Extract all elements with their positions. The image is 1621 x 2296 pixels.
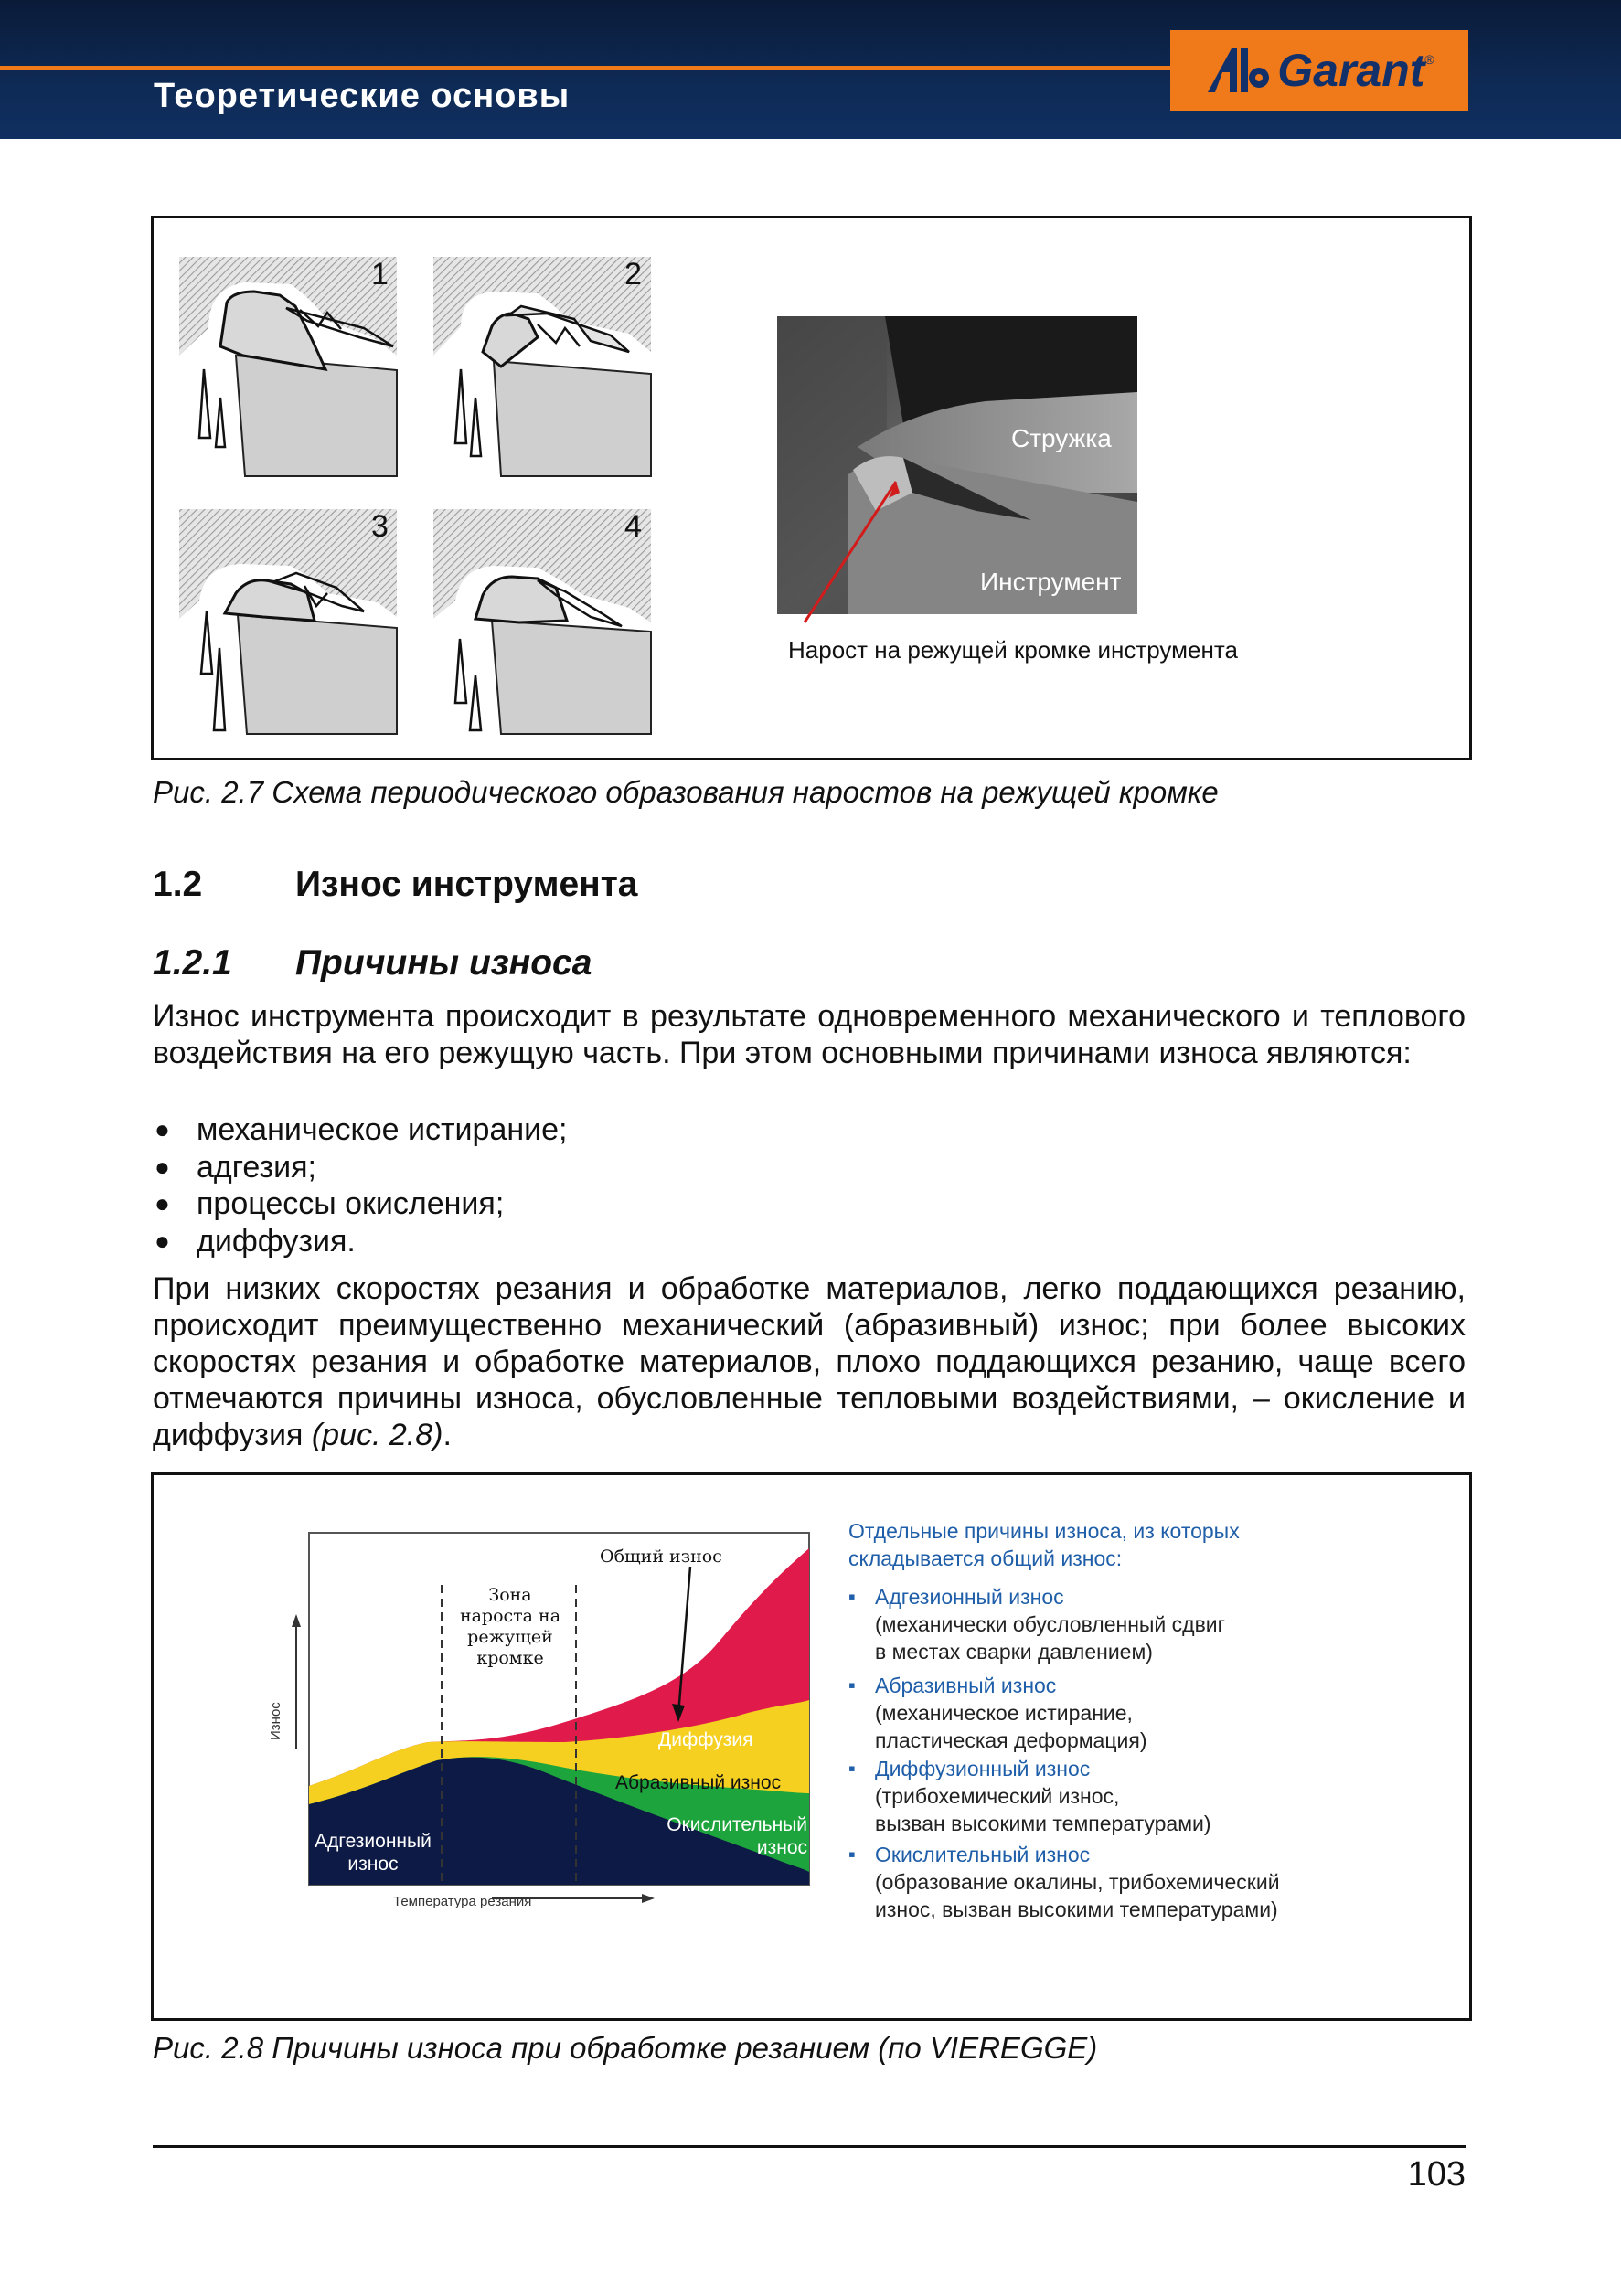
figure-2-8-caption: Рис. 2.8 Причины износа при обработке резанием (по VIEREGGE) bbox=[153, 2031, 1098, 2065]
header-title: Теоретические основы bbox=[154, 77, 571, 115]
photo-caption: Нарост на режущей кромке инструмента bbox=[788, 636, 1238, 664]
stage-panel-2 bbox=[433, 257, 651, 476]
footer-rule bbox=[153, 2145, 1466, 2148]
figure-reference: (рис. 2.8) bbox=[311, 1418, 443, 1452]
section-number: 1.2 bbox=[153, 865, 203, 904]
legend-item-abrasive bbox=[848, 1672, 1442, 1754]
legend-item-desc: (трибохемический износ, bbox=[875, 1784, 1120, 1808]
built-up-edge-diagram bbox=[154, 218, 1469, 758]
x-axis-label: Температура резания bbox=[393, 1894, 532, 1909]
legend-item-desc: вызван высокими температурами) bbox=[875, 1812, 1211, 1835]
section-title: Износ инструмента bbox=[295, 865, 638, 904]
panel-number-2: 2 bbox=[624, 257, 642, 292]
adhesion-label-line: износ bbox=[347, 1854, 399, 1875]
legend-item-title: Диффузионный износ bbox=[875, 1757, 1091, 1780]
oxidation-label-line: износ bbox=[756, 1837, 807, 1858]
page-number: 103 bbox=[1407, 2155, 1466, 2194]
photo-label-tool: Инструмент bbox=[980, 568, 1122, 596]
list-item: ● диффузия. bbox=[153, 1223, 567, 1260]
wear-causes-list bbox=[153, 1111, 567, 1260]
total-wear-label: Общий износ bbox=[600, 1547, 722, 1567]
zone-label-line: нароста на bbox=[459, 1606, 561, 1626]
figure-2-7-caption: Рис. 2.7 Схема периодического образования наростов на режущей кромке bbox=[153, 775, 1219, 809]
paragraph-speeds bbox=[153, 1270, 1466, 1453]
panel-number-4: 4 bbox=[624, 509, 642, 544]
subsection-title: Причины износа bbox=[295, 943, 592, 983]
wear-legend bbox=[848, 1517, 1434, 1572]
legend-item-desc: пластическая деформация) bbox=[875, 1728, 1147, 1752]
adhesion-label-line: Адгезионный bbox=[315, 1831, 432, 1852]
legend-item-desc: (механическое истирание, bbox=[875, 1701, 1133, 1725]
oxidation-label bbox=[666, 1813, 807, 1859]
zone-label-line: кромке bbox=[476, 1648, 544, 1668]
legend-item-desc: в местах сварки давлением) bbox=[875, 1640, 1153, 1664]
figure-2-8 bbox=[151, 1472, 1472, 2021]
figure-2-7 bbox=[151, 216, 1472, 760]
list-item: ● процессы окисления; bbox=[153, 1185, 567, 1223]
garant-logo-mark-icon bbox=[1204, 45, 1272, 96]
list-item: ● адгезия; bbox=[153, 1149, 567, 1186]
stage-panel-3 bbox=[179, 509, 397, 734]
legend-heading-line: складывается общий износ: bbox=[848, 1547, 1123, 1570]
legend-item-title: Адгезионный износ bbox=[875, 1585, 1064, 1609]
zone-label bbox=[455, 1585, 565, 1669]
legend-bullet-icon: ▪ bbox=[848, 1674, 856, 1696]
adhesion-label bbox=[309, 1830, 437, 1876]
x-axis-arrowhead bbox=[642, 1894, 655, 1903]
garant-logo bbox=[1170, 30, 1468, 111]
stage-panel-4 bbox=[433, 509, 651, 734]
legend-item-desc: (механически обусловленный сдвиг bbox=[875, 1612, 1226, 1636]
paragraph-speeds-text: При низких скоростях резания и обработке материалов, легко поддающихся резанию, происходит преимущественно механический (абразивный) износ; при более высоких скоростях резания и обработке материалов, плохо поддающихся резанию, чаще всего отмечаются причины износа, обусловленные тепловыми воздействиями, – окисление и диффузия bbox=[153, 1271, 1466, 1452]
zone-label-line: режущей bbox=[467, 1627, 553, 1647]
subsection-number: 1.2.1 bbox=[153, 943, 232, 983]
y-axis-arrowhead bbox=[292, 1614, 301, 1627]
legend-bullet-icon: ▪ bbox=[848, 1585, 856, 1608]
legend-item-oxidation bbox=[848, 1841, 1442, 1923]
oxidation-label-line: Окислительный bbox=[667, 1814, 807, 1835]
legend-bullet-icon: ▪ bbox=[848, 1843, 856, 1866]
logo-text: Garant bbox=[1277, 45, 1425, 96]
header-accent-line bbox=[0, 66, 1179, 70]
panel-number-1: 1 bbox=[371, 257, 389, 292]
paragraph-intro: Износ инструмента происходит в результате одновременного механического и теплового воздействия на его режущую часть. При этом основными причинами износа являются: bbox=[153, 999, 1466, 1070]
legend-heading-line: Отдельные причины износа, из которых bbox=[848, 1519, 1240, 1543]
zone-label-line: Зона bbox=[488, 1585, 532, 1605]
diffusion-label: Диффузия bbox=[658, 1729, 753, 1750]
photo-label-chip: Стружка bbox=[1011, 424, 1112, 452]
paragraph-end: . bbox=[443, 1418, 452, 1452]
stage-panel-1 bbox=[179, 257, 397, 476]
list-item: ● механическое истирание; bbox=[153, 1111, 567, 1149]
y-axis-label: Износ bbox=[268, 1702, 283, 1740]
legend-item-desc: (образование окалины, трибохемический bbox=[875, 1870, 1280, 1894]
legend-item-title: Окислительный износ bbox=[875, 1843, 1091, 1866]
legend-item-desc: износ, вызван высокими температурами) bbox=[875, 1897, 1278, 1921]
abrasive-label: Абразивный износ bbox=[615, 1772, 782, 1793]
legend-bullet-icon: ▪ bbox=[848, 1757, 856, 1780]
legend-item-diffusion bbox=[848, 1755, 1442, 1837]
logo-registered-mark: ® bbox=[1424, 52, 1434, 67]
legend-item-title: Абразивный износ bbox=[875, 1674, 1057, 1697]
panel-number-3: 3 bbox=[371, 509, 389, 544]
legend-item-adhesion bbox=[848, 1583, 1442, 1665]
